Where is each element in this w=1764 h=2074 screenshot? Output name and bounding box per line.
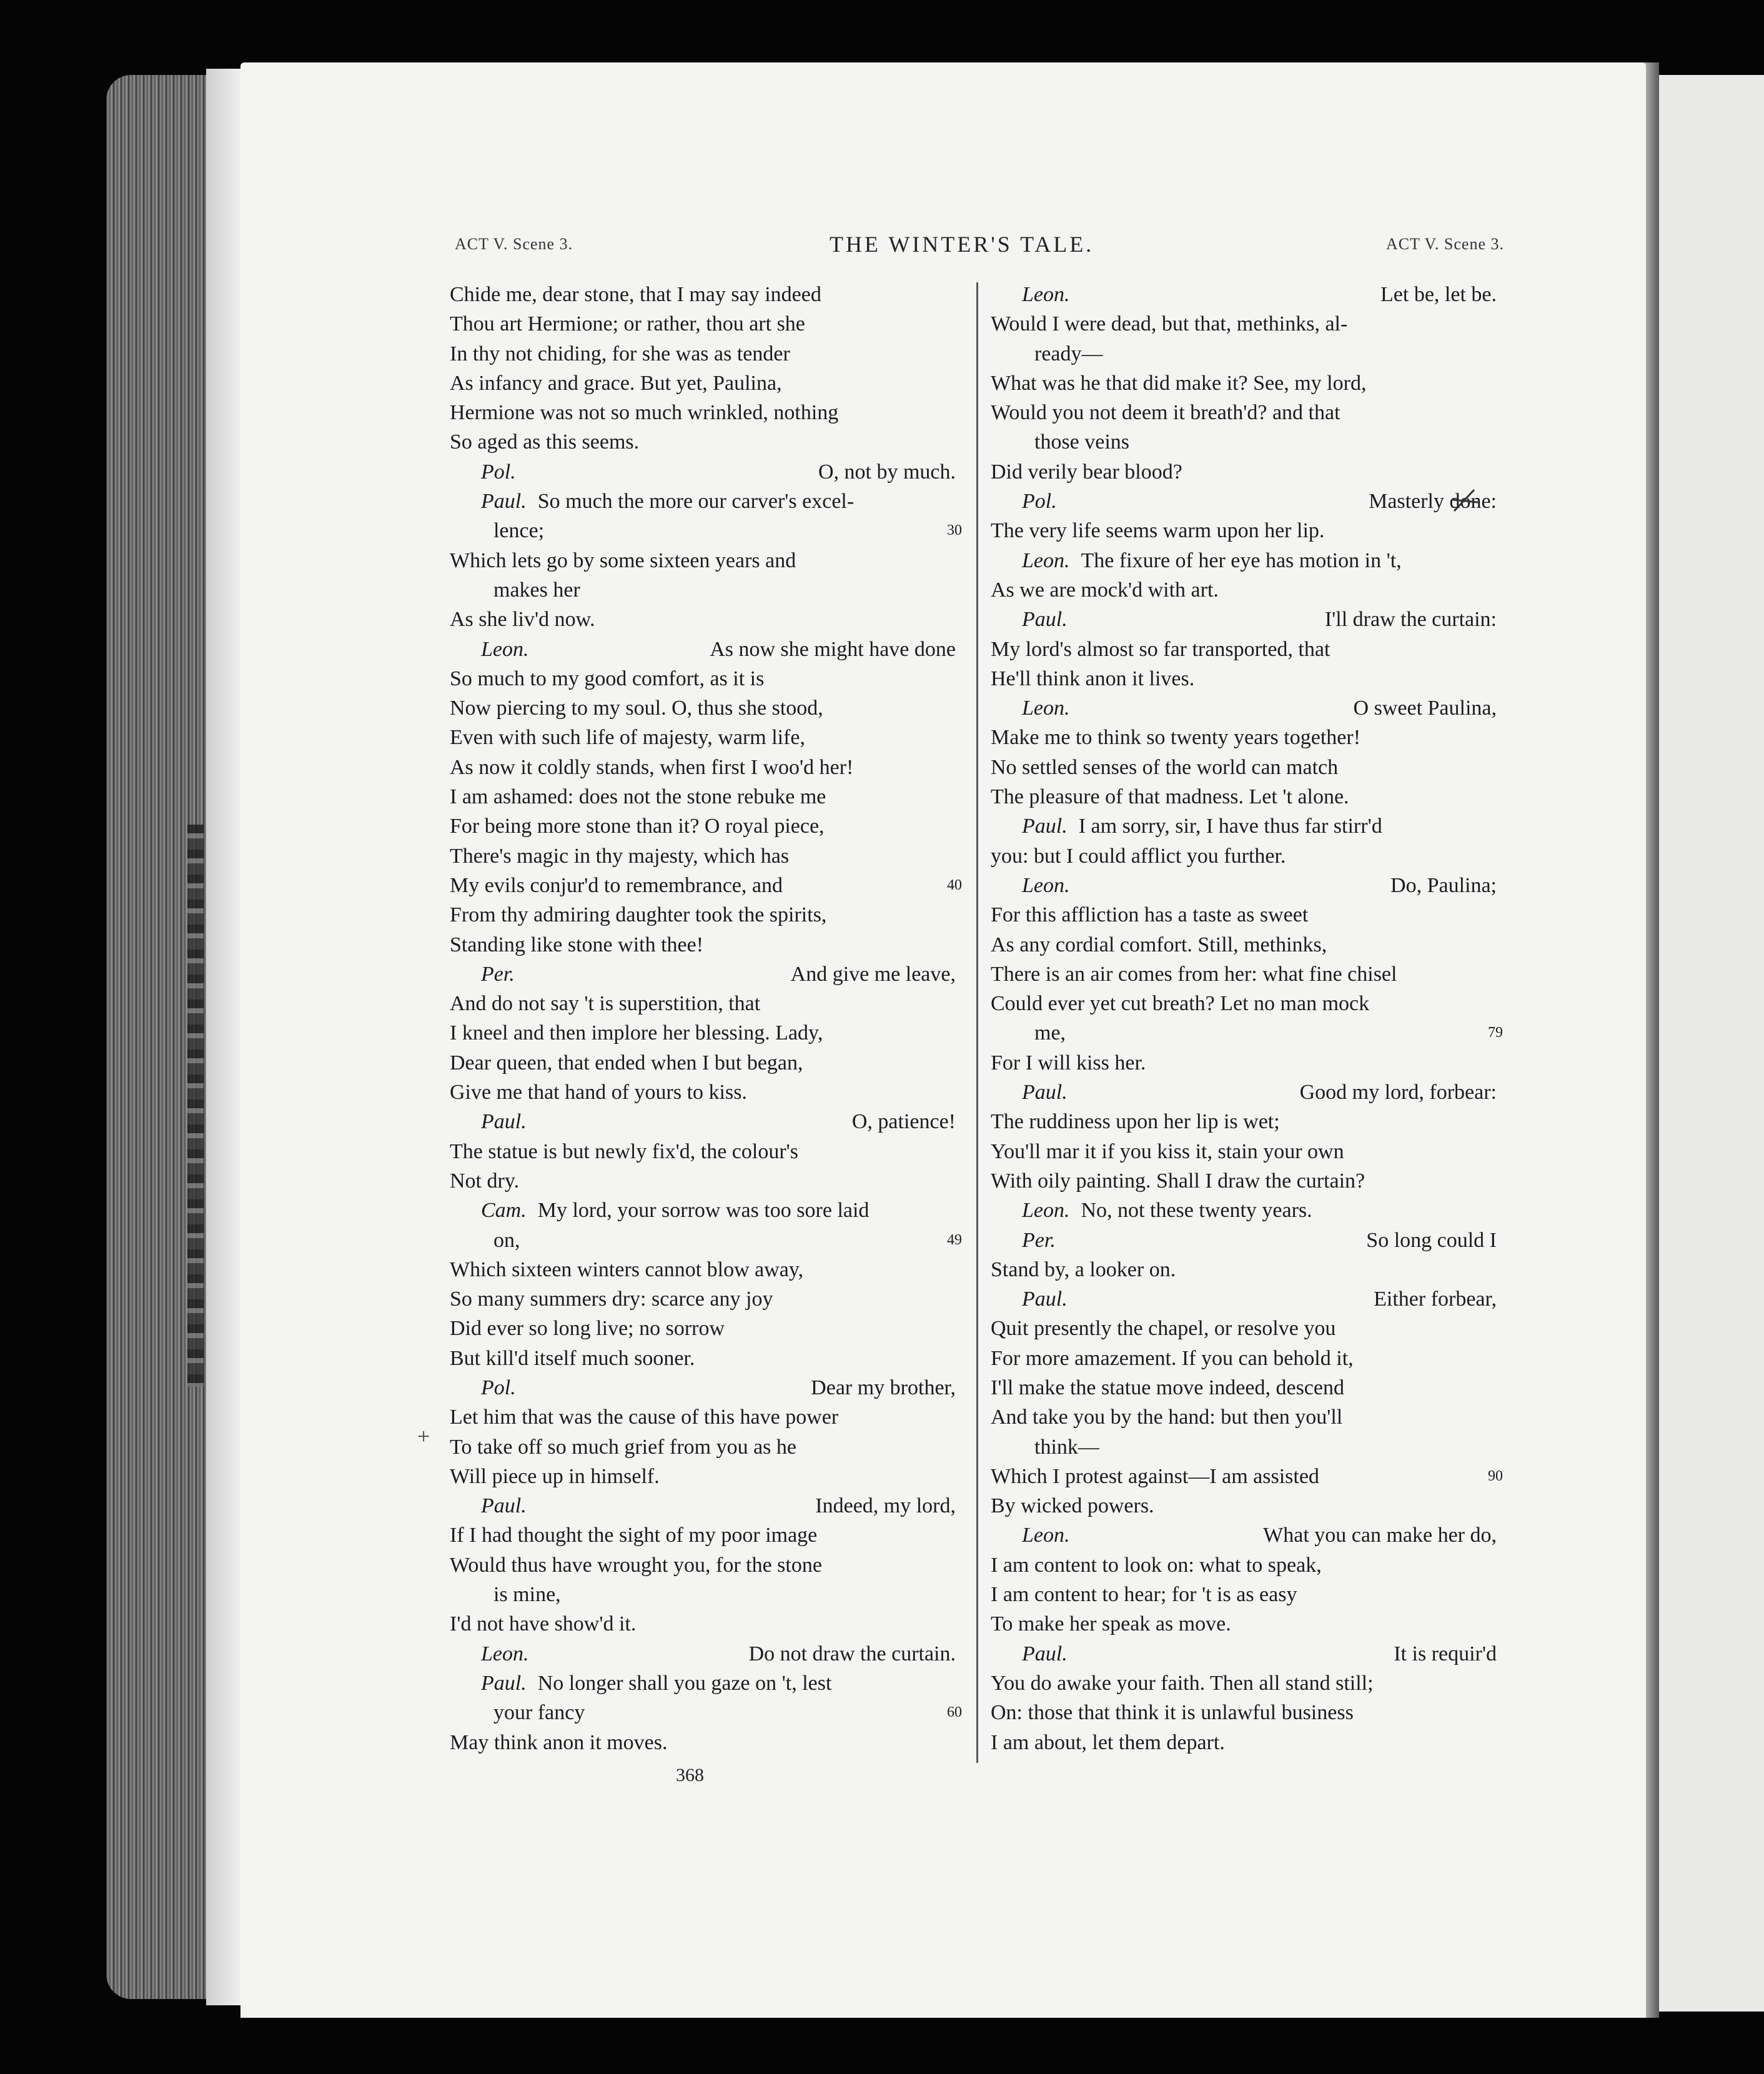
verse-line [450,841,962,871]
verse-line [991,575,1503,605]
line-text: ready— [1034,342,1103,365]
line-text: Give me that hand of yours to kiss. [450,1081,747,1104]
verse-line [991,930,1503,960]
header-left: ACT V. Scene 3. [455,235,573,253]
running-header [455,231,1504,262]
line-text-right: Masterly done: [1369,490,1497,514]
line-text: For more amazement. If you can behold it, [991,1346,1354,1370]
line-text: Dear queen, that ended when I but began, [450,1051,803,1074]
header-title: THE WINTER'S TALE. [830,232,1094,257]
line-text-right: As now she might have done [710,637,956,661]
line-text: But kill'd itself much sooner. [450,1346,695,1370]
line-text: As we are mock'd with art. [991,578,1219,602]
verse-line [450,723,962,752]
line-text: From thy admiring daughter took the spirits, [450,903,827,927]
line-text: Stand by, a looker on. [991,1258,1176,1281]
line-text: Would I were dead, but that, methinks, al- [991,312,1348,336]
line-text: Let him that was the cause of this have power [450,1406,839,1429]
line-text: Quit presently the chapel, or resolve you [991,1317,1336,1341]
line-text: Even with such life of majesty, warm life, [450,726,806,750]
line-text: As any cordial comfort. Still, methinks, [991,933,1327,956]
line-text: So much the more our carver's excel- [537,490,855,514]
verse-line [450,900,962,930]
line-text: There is an air comes from her: what fine chisel [991,962,1397,986]
verse-line [991,339,1503,369]
verse-line [991,280,1503,309]
verse-line [450,930,962,960]
line-text: your fancy [493,1701,585,1725]
speaker-name: Leon. [1022,873,1070,897]
verse-line [991,516,1503,545]
line-text: I kneel and then implore her blessing. Lady, [450,1021,823,1045]
verse-line [450,1255,962,1284]
verse-line [450,1698,962,1727]
line-text: So much to my good comfort, as it is [450,667,765,690]
verse-line [450,1462,962,1491]
verse-line [991,457,1503,487]
line-text: There's magic in thy majesty, which has [450,844,790,868]
line-text: You do awake your faith. Then all stand still; [991,1671,1374,1695]
line-text: As now it coldly stands, when first I woo'd her! [450,755,854,779]
line-text: I am content to hear; for 't is as easy [991,1583,1297,1607]
line-text: Could ever yet cut breath? Let no man mock [991,992,1370,1016]
line-number: 90 [1488,1467,1503,1484]
line-text: If I had thought the sight of my poor image [450,1524,818,1547]
line-text: For being more stone than it? O royal piece, [450,815,825,838]
line-text: My lord's almost so far transported, that [991,637,1330,661]
speaker-name: Paul. [481,1494,527,1518]
line-text: The ruddiness upon her lip is wet; [991,1110,1280,1134]
verse-line [991,1669,1503,1698]
verse-line [991,723,1503,752]
speaker-name: Paul. [1022,608,1068,632]
line-text: No, not these twenty years. [1081,1199,1312,1223]
line-text-right: What you can make her do, [1263,1524,1497,1547]
line-text: you: but I could afflict you further. [991,844,1286,868]
header-right: ACT V. Scene 3. [1385,235,1504,253]
verse-line [991,989,1503,1018]
verse-line [991,1344,1503,1373]
verse-line [991,1226,1503,1255]
line-text: Now piercing to my soul. O, thus she stood, [450,697,823,720]
verse-line [991,1609,1503,1639]
verse-line [991,900,1503,930]
line-text: As she liv'd now. [450,608,595,632]
line-text: Will piece up in himself. [450,1464,660,1488]
verse-line [991,1373,1503,1402]
line-text: So many summers dry: scarce any joy [450,1288,773,1311]
speaker-name: Leon. [1022,1199,1070,1223]
verse-line [450,1432,962,1462]
line-text: I'll make the statue move indeed, descend [991,1376,1344,1399]
verse-line [450,1048,962,1078]
verse-line [450,693,962,723]
right-column [991,280,1503,1757]
speaker-name: Pol. [481,460,516,484]
line-text: The pleasure of that madness. Let 't alone. [991,785,1349,809]
line-text: is mine, [493,1583,561,1607]
line-text: My lord, your sorrow was too sore laid [537,1199,870,1223]
verse-line [991,605,1503,634]
speaker-name: Paul. [1022,815,1068,838]
verse-line [450,516,962,545]
verse-line [450,457,962,487]
column-divider [976,282,978,1763]
line-number: 30 [947,522,962,539]
line-number: 79 [1488,1025,1503,1041]
verse-line [450,635,962,664]
line-text: me, [1034,1021,1066,1045]
verse-line [991,1639,1503,1669]
line-text: By wicked powers. [991,1494,1154,1518]
verse-line [991,693,1503,723]
speaker-name: Leon. [481,1642,529,1665]
line-text: Would you not deem it breath'd? and that [991,401,1340,425]
verse-line [450,1137,962,1166]
verse-line [450,1669,962,1698]
verse-line [991,1580,1503,1609]
verse-line [991,1078,1503,1107]
verse-line [991,841,1503,871]
speaker-name: Pol. [1022,490,1057,514]
verse-line [450,575,962,605]
line-text: I'd not have show'd it. [450,1612,637,1636]
line-text: Which sixteen winters cannot blow away, [450,1258,804,1281]
speaker-name: Paul. [1022,1081,1068,1104]
line-text: Did ever so long live; no sorrow [450,1317,725,1341]
verse-line [450,1639,962,1669]
pencil-cross-mark: + [417,1424,430,1449]
verse-line [450,782,962,811]
line-text: To take off so much grief from you as he [450,1435,797,1459]
line-number: 40 [947,876,962,893]
verse-line [450,753,962,782]
verse-line [991,1521,1503,1550]
line-text: You'll mar it if you kiss it, stain your own [991,1139,1344,1163]
line-text: Standing like stone with thee! [450,933,704,956]
speaker-name: Paul. [1022,1642,1068,1665]
verse-line [991,1402,1503,1432]
line-text: Not dry. [450,1169,520,1193]
verse-line [450,1284,962,1314]
line-text: What was he that did make it? See, my lord, [991,371,1367,395]
line-text: For this affliction has a taste as sweet [991,903,1309,927]
line-text: The very life seems warm upon her lip. [991,519,1325,543]
line-text: To make her speak as move. [991,1612,1231,1636]
line-text: Would thus have wrought you, for the stone [450,1553,822,1577]
verse-line [991,427,1503,457]
verse-line [450,309,962,339]
verse-line [991,1107,1503,1136]
verse-line [991,487,1503,516]
line-text-right: I'll draw the curtain: [1324,608,1497,632]
pencil-check-mark [1449,486,1480,517]
verse-line [991,811,1503,841]
line-text: And take you by the hand: but then you'll [991,1406,1343,1429]
line-text: For I will kiss her. [991,1051,1146,1074]
line-text: Which I protest against—I am assisted [991,1464,1319,1488]
verse-line [450,339,962,369]
verse-line [450,1166,962,1196]
verse-line [991,1166,1503,1196]
line-text-right: Dear my brother, [811,1376,956,1399]
speaker-name: Per. [481,962,515,986]
line-text: those veins [1034,430,1130,454]
line-text: I am sorry, sir, I have thus far stirr'd [1078,815,1382,838]
verse-line [991,1255,1503,1284]
line-text: The fixure of her eye has motion in 't, [1081,548,1402,572]
speaker-name: Paul. [481,490,527,514]
verse-line [450,989,962,1018]
speaker-name: Leon. [1022,283,1070,306]
verse-line [450,487,962,516]
verse-line [991,1048,1503,1078]
line-text-right: Good my lord, forbear: [1299,1081,1497,1104]
line-text: Hermione was not so much wrinkled, nothing [450,401,839,425]
verse-line [450,1551,962,1580]
line-text: Did verily bear blood? [991,460,1182,484]
verse-line [991,1018,1503,1048]
verse-line [991,1284,1503,1314]
line-text-right: Let be, let be. [1380,283,1497,306]
line-text: No settled senses of the world can match [991,755,1339,779]
verse-line [450,1226,962,1255]
verse-line [991,1551,1503,1580]
verse-line [450,960,962,989]
verse-line [991,1728,1503,1757]
left-column [450,280,962,1757]
speaker-name: Cam. [481,1199,527,1223]
verse-line [450,664,962,693]
line-text: makes her [493,578,580,602]
verse-line [450,1018,962,1048]
verse-line [450,1107,962,1136]
line-text-right: So long could I [1366,1228,1497,1252]
spine-stamp [187,825,204,1387]
line-text-right: And give me leave, [790,962,956,986]
verse-line [991,753,1503,782]
speaker-name: Per. [1022,1228,1056,1252]
line-text: No longer shall you gaze on 't, lest [537,1671,832,1695]
verse-line [991,1314,1503,1343]
verse-line [450,1196,962,1225]
verse-line [450,546,962,575]
speaker-name: Paul. [481,1671,527,1695]
verse-line [991,960,1503,989]
speaker-name: Paul. [1022,1288,1068,1311]
verse-line [450,1344,962,1373]
line-text: So aged as this seems. [450,430,640,454]
speaker-name: Pol. [481,1376,516,1399]
line-text: think— [1034,1435,1099,1459]
page-curl [206,69,244,2005]
verse-line [450,1521,962,1550]
verse-line [450,398,962,427]
line-text: May think anon it moves. [450,1730,668,1754]
line-text: I am about, let them depart. [991,1730,1225,1754]
line-text: And do not say 't is superstition, that [450,992,761,1016]
line-text-right: O, not by much. [818,460,956,484]
verse-line [991,546,1503,575]
verse-line [450,280,962,309]
speaker-name: Leon. [1022,1524,1070,1547]
line-text: The statue is but newly fix'd, the colour's [450,1139,799,1163]
line-text-right: It is requir'd [1394,1642,1497,1665]
verse-line [991,1137,1503,1166]
line-text: In thy not chiding, for she was as tender [450,342,790,365]
verse-line [450,871,962,900]
line-text: Which lets go by some sixteen years and [450,548,796,572]
verse-line [991,782,1503,811]
line-text: He'll think anon it lives. [991,667,1195,690]
line-text: Make me to think so twenty years together! [991,726,1361,750]
verse-line [991,1462,1503,1491]
verse-line [991,871,1503,900]
verse-line [991,635,1503,664]
speaker-name: Leon. [481,637,529,661]
line-text: Chide me, dear stone, that I may say indeed [450,283,821,306]
facing-page [1659,75,1764,2012]
line-text-right: Do not draw the curtain. [748,1642,956,1665]
verse-line [991,1698,1503,1727]
speaker-name: Leon. [1022,697,1070,720]
verse-line [450,1314,962,1343]
line-text: I am ashamed: does not the stone rebuke me [450,785,826,809]
verse-line [991,1432,1503,1462]
line-text: I am content to look on: what to speak, [991,1553,1322,1577]
line-text: As infancy and grace. But yet, Paulina, [450,371,782,395]
verse-line [450,1402,962,1432]
verse-line [450,605,962,634]
line-text-right: Either forbear, [1374,1288,1497,1311]
line-text-right: O sweet Paulina, [1353,697,1497,720]
line-text-right: Do, Paulina; [1390,873,1497,897]
line-number: 60 [947,1704,962,1721]
line-text: Thou art Hermione; or rather, thou art she [450,312,805,336]
speaker-name: Paul. [481,1110,527,1134]
verse-line [991,309,1503,339]
line-text-right: O, patience! [851,1110,956,1134]
verse-line [991,1196,1503,1225]
verse-line [450,369,962,398]
line-text-right: Indeed, my lord, [815,1494,956,1518]
verse-line [991,398,1503,427]
verse-line [450,1491,962,1521]
line-text: on, [493,1228,520,1252]
line-text: With oily painting. Shall I draw the curtain? [991,1169,1365,1193]
page-number: 368 [676,1765,704,1785]
line-number: 49 [947,1231,962,1248]
verse-line [450,1609,962,1639]
verse-line [991,664,1503,693]
line-text: My evils conjur'd to remembrance, and [450,873,783,897]
speaker-name: Leon. [1022,548,1070,572]
verse-line [450,1078,962,1107]
verse-line [450,1580,962,1609]
line-text: On: those that think it is unlawful business [991,1701,1354,1725]
verse-line [991,1491,1503,1521]
verse-line [450,811,962,841]
line-text: lence; [493,519,545,543]
verse-line [991,369,1503,398]
verse-line [450,427,962,457]
verse-line [450,1373,962,1402]
verse-line [450,1728,962,1757]
